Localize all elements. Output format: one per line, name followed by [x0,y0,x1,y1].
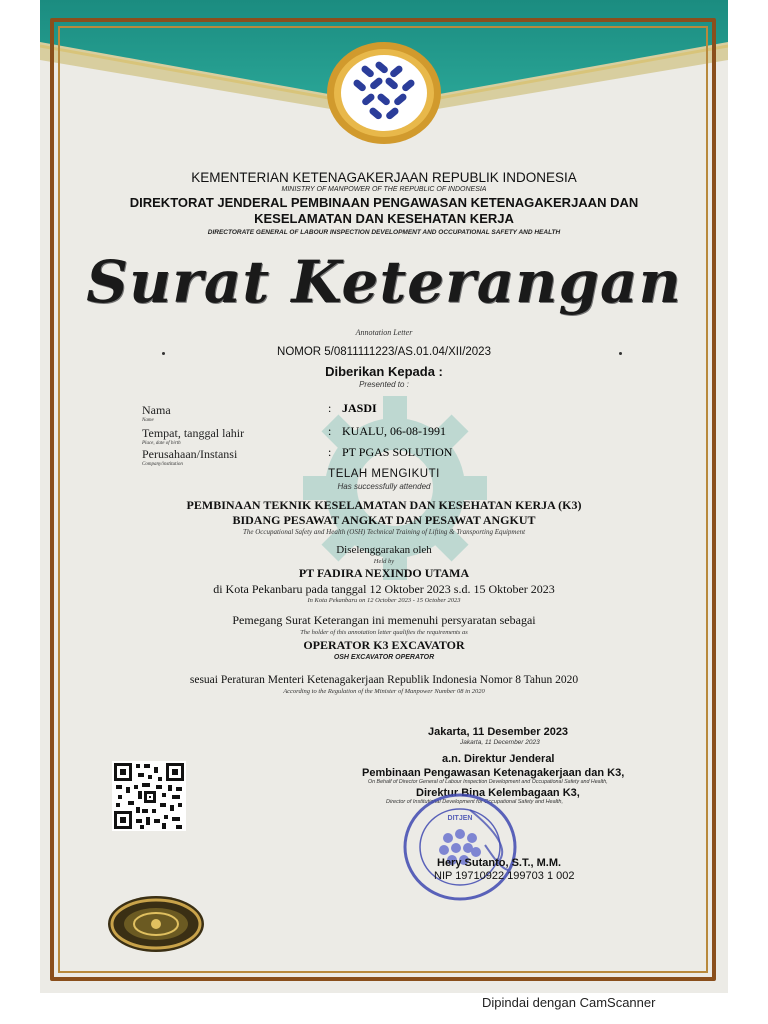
field-value: JASDI [342,401,377,415]
field-value: PT PGAS SOLUTION [342,445,453,459]
signature-director: Direktur Bina Kelembagaan K3, [416,787,580,799]
svg-text:DITJEN: DITJEN [447,815,473,822]
field-label: Nama [142,403,171,417]
document-number: NOMOR 5/0811111223/AS.01.04/XII/2023 [277,346,491,358]
signature-place-date-en: Jakarta, 11 December 2023 [460,739,540,746]
ministry-title-en: MINISTRY OF MANPOWER OF THE REPUBLIC OF INDONESIA [281,186,487,193]
signatory-name: Hery Sutanto, S.T., M.M. [437,857,562,869]
training-title-2: BIDANG PESAWAT ANGKAT DAN PESAWAT ANGKUT [232,513,536,527]
qr-code-icon [112,761,186,831]
directorate-line-2: KESELAMATAN DAN KESEHATAN KERJA [254,211,514,226]
organizer-name: PT FADIRA NEXINDO UTAMA [298,566,470,580]
qualification-en: OSH EXCAVATOR OPERATOR [333,654,435,661]
holder-statement-en: The holder of this annotation letter qualifies the requirements as [300,629,468,636]
ministry-title: KEMENTERIAN KETENAGAKERJAAN REPUBLIK INDONESIA [191,170,577,185]
certificate-sheet [40,0,728,993]
regulation: sesuai Peraturan Menteri Ketenagakerjaan Republik Indonesia Nomor 8 Tahun 2020 [189,674,579,686]
held-by-label: Diselenggarakan oleh [336,544,432,556]
field-company [142,445,453,467]
field-sub-label: Name [142,418,154,423]
signatory-nip: NIP 19710922 199703 1 002 [434,870,575,882]
signature-director-en: Director of Institutional Development for Occupational Safety and Health, [386,799,564,805]
regulation-en: According to the Regulation of the Minister of Manpower Number 08 in 2020 [283,688,485,695]
presented-to: Diberikan Kepada : [325,364,443,379]
field-label: Tempat, tanggal lahir [142,426,245,440]
gold-hologram-seal-icon [106,894,206,954]
holder-statement: Pemegang Surat Keterangan ini memenuhi persyaratan sebagai [232,613,536,627]
location-date: di Kota Pekanbaru pada tanggal 12 Oktober 2023 s.d. 15 Oktober 2023 [213,582,555,596]
signature-unit-en: On Behalf of Director General of Labour Inspection Development and Occupational Safety and Health, [368,779,608,785]
training-title-en: The Occupational Safety and Health (OSH) Technical Training of Lifting & Transporting Equipment [242,528,526,536]
field-label: Perusahaan/Instansi [142,447,238,461]
document-title: Surat Keterangan [86,248,682,316]
directorate-line-1: DIREKTORAT JENDERAL PEMBINAAN PENGAWASAN KETENAGAKERJAAN DAN [129,195,639,210]
signature-unit: Pembinaan Pengawasan Ketenagakerjaan dan K3, [362,767,625,779]
field-colon: : [328,424,332,438]
signature-on-behalf: a.n. Direktur Jenderal [442,753,555,765]
scanner-footer: Dipindai dengan CamScanner [482,995,656,1010]
field-sub-label: Place, date of birth [142,441,181,446]
field-value: KUALU, 06-08-1991 [342,424,446,438]
field-colon: : [328,401,332,415]
attended-label-en: Has successfully attended [337,482,431,491]
official-stamp-icon [400,790,520,905]
directorate-en: DIRECTORATE GENERAL OF LABOUR INSPECTION DEVELOPMENT AND OCCUPATIONAL SAFETY AND HEALTH [207,229,561,236]
attended-label: TELAH MENGIKUTI [328,468,440,480]
ministry-emblem-icon [325,40,443,146]
signature-place-date: Jakarta, 11 Desember 2023 [428,726,569,738]
document-title-en: Annotation Letter [355,328,413,337]
field-colon: : [328,445,332,459]
field-name [142,401,377,423]
field-birth [142,424,446,446]
held-by-label-en: Held by [373,558,395,565]
qualification: OPERATOR K3 EXCAVATOR [303,638,465,652]
field-sub-label: Company/institution [142,462,183,467]
location-date-en: In Kota Pekanbaru on 12 October 2023 - 15 October 2023 [307,597,461,604]
presented-to-en: Presented to : [359,380,409,389]
training-title-1: PEMBINAAN TEKNIK KESELAMATAN DAN KESEHATAN KERJA (K3) [186,498,582,512]
